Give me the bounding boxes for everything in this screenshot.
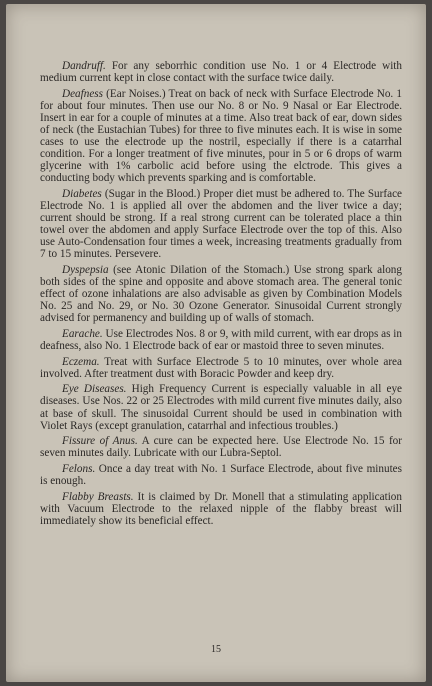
entry-earache — [40, 328, 402, 352]
entry-term: Diabetes — [62, 187, 102, 200]
entry-text: Use Electrodes Nos. 8 or 9, with mild current, with ear drops as in deafness, also No. 1 Electrode back of ear or mastoid three to seven minutes. — [40, 327, 402, 353]
entry-term: Dandruff. — [62, 60, 106, 72]
entry-deafness — [40, 88, 402, 185]
entry-text: A cure can be expected here. Use Electrode No. 15 for seven minutes daily. Lubricate with our Lubra-Septol. — [40, 435, 402, 460]
entry-term: Flabby Breasts. — [62, 490, 134, 503]
entry-eye-diseases — [40, 383, 402, 431]
entry-term: Fissure of Anus. — [62, 435, 138, 448]
entry-fissure-of-anus — [40, 435, 402, 459]
entry-dandruff — [40, 60, 402, 84]
entry-term: Eye Diseases. — [62, 383, 127, 396]
entry-text: Treat with Surface Electrode 5 to 10 minutes, over whole area involved. After treatment dust with Boracic Powder and keep dry. — [40, 355, 402, 380]
entry-text: (Ear Noises.) Treat on back of neck with Surface Electrode No. 1 for about four minutes. Then use our No. 8 or No. 9 Nasal or Ear Electrode. Insert in ear for a couple of minutes at a time. Also treat back of ear, down sides of neck (the Eustachian Tubes) for three to five minutes each. It is wise in some cases to use the electrode up the nostril, especially if there is a catarrhal condition. For a longer treatment of five minutes, pour in 5 or 6 drops of warm glycerine with 1% carbolic acid before using the elctrode. This gives a conducting body which prevents sparking and is comfortable. — [40, 87, 402, 185]
entry-text: Once a day treat with No. 1 Surface Electrode, about five minutes is enough. — [40, 462, 402, 487]
entry-text: For any seborrhic condition use No. 1 or 4 Electrode with medium current kept in close contact with the surface twice daily. — [40, 60, 402, 85]
entry-diabetes — [40, 188, 402, 261]
entry-term: Dyspepsia — [62, 264, 109, 276]
entry-dyspepsia — [40, 264, 402, 324]
entry-term: Felons. — [62, 462, 96, 475]
entry-eczema — [40, 356, 402, 380]
entry-felons — [40, 463, 402, 487]
entry-term: Eczema. — [62, 355, 100, 368]
page-number: 15 — [211, 644, 221, 655]
page-body — [40, 60, 402, 530]
entry-text: It is claimed by Dr. Monell that a stimulating application with Vacuum Electrode to the relaxed nipple of the flabby breast will immediately show its beneficial effect. — [40, 490, 402, 527]
entry-term: Earache. — [62, 327, 103, 340]
entry-term: Deafness — [62, 87, 104, 100]
entry-text: (Sugar in the Blood.) Proper diet must be adhered to. The Surface Electrode No. 1 is applied all over the abdomen and the liver twice a day; current should be strong. If a real strong current can be tolerated place a thin towel over the abdomen and apply Surface Electrode over the top of this. Also use Auto-Condensation four times a week, increasing treatments gradually from 7 to 15 minutes. Persevere. — [40, 187, 402, 261]
entry-text: High Frequency Current is especially valuable in all eye diseases. Use Nos. 22 or 25 Electrodes with mild current five minutes daily, also at base of skull. The sinusoidal Current should be used in combination with Violet Rays (except granulation, catarrhal and infectious troubles.) — [40, 383, 402, 432]
entry-text: (see Atonic Dilation of the Stomach.) Use strong spark along both sides of the spine and opposite and above stomach area. The general tonic effect of ozone inhalations are also advisable as given by Combination Models No. 25 and No. 29, or No. 30 Ozone Generator. Sinusoidal Current strongly advised for permanency and building up of walls of stomach. — [40, 264, 402, 325]
book-page — [6, 4, 426, 682]
entry-flabby-breasts — [40, 491, 402, 527]
